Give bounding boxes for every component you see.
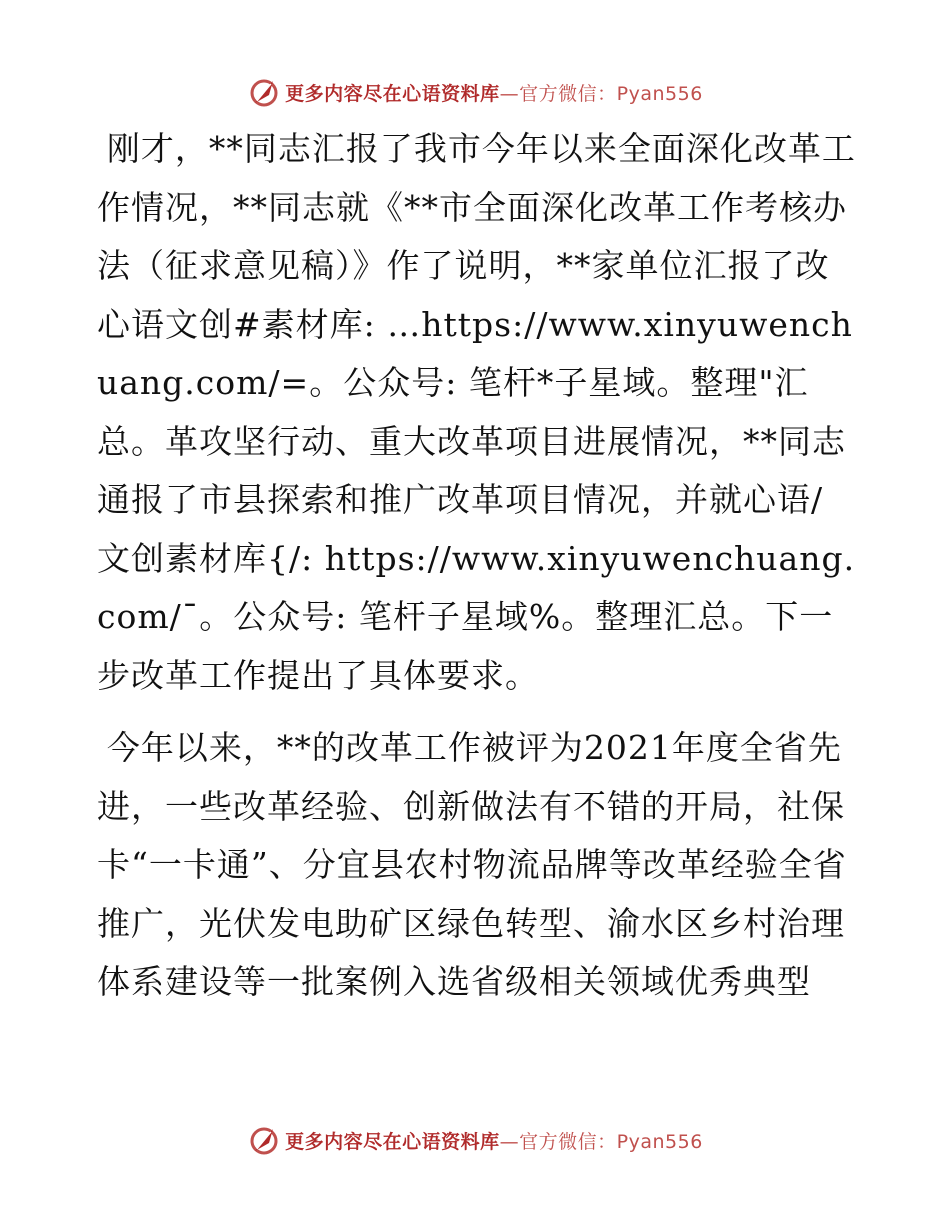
header-watermark [0,72,950,112]
watermark-lead: 更多内容尽在心语资料库 [285,82,500,105]
watermark-lead: 更多内容尽在心语资料库 [285,1130,500,1153]
quill-logo-icon [247,75,281,109]
footer-watermark [0,1120,950,1160]
quill-logo-icon [247,1123,281,1157]
paragraph-1: 刚才，**同志汇报了我市今年以来全面深化改革工作情况，**同志就《**市全面深化改革工作考核办法（征求意见稿）》作了说明，**家单位汇报了改心语文创#素材库: …https://www.xinyuwenchuang.com/=。公众号: 笔杆*子星域。整理"汇总。革攻坚行动、重大改革项目进展情况，**同志通报了市县探索和推广改革项目情况，并就心语/文创素材库{/: https://www.xinyuwenchuang.com/¯。公众号: 笔杆子星域%。整理汇总。下一步改革工作提出了具体要求。 [97,129,856,695]
watermark-text [285,79,703,106]
watermark-tail: 官方微信：Pyan556 [519,1130,703,1153]
paragraph-2: 今年以来，**的改革工作被评为2021年度全省先进，一些改革经验、创新做法有不错的开局，社保卡“一卡通”、分宜县农村物流品牌等改革经验全省推广，光伏发电助矿区绿色转型、渝水区乡村治理体系建设等一批案例入选省级相关领域优秀典型 [97,728,847,1001]
watermark-text [285,1127,703,1154]
document-body [97,120,857,1012]
watermark-dash: — [499,82,520,105]
watermark-dash: — [499,1130,520,1153]
watermark-tail: 官方微信：Pyan556 [519,82,703,105]
